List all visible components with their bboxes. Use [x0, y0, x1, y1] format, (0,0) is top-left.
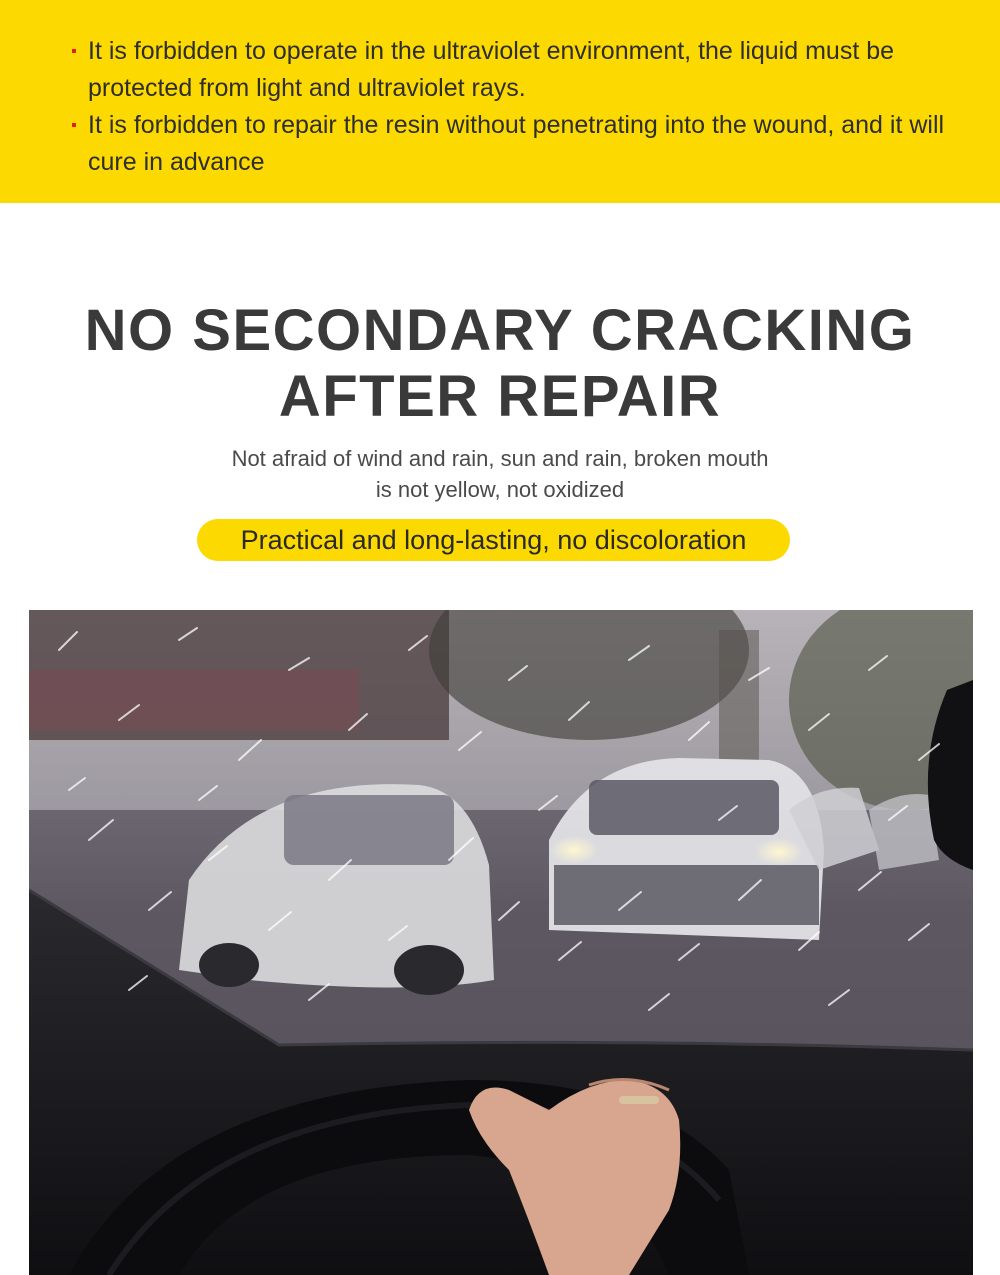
headline-line-1: NO SECONDARY CRACKING — [84, 298, 916, 363]
notice-banner — [0, 0, 1000, 203]
highlight-badge: Practical and long-lasting, no discoloration — [197, 519, 790, 561]
page-title — [0, 298, 1000, 430]
notice-text: It is forbidden to repair the resin without penetrating into the wound, and it will cure in advance — [88, 111, 945, 176]
subtitle-line-1: Not afraid of wind and rain, sun and rain, broken mouth — [231, 446, 769, 471]
subtitle-line-2: is not yellow, not oxidized — [375, 477, 625, 502]
bullet-icon — [72, 49, 76, 53]
headline-line-2: AFTER REPAIR — [278, 364, 722, 429]
notice-item — [72, 33, 960, 107]
subtitle — [0, 443, 1000, 505]
notice-text: It is forbidden to operate in the ultraviolet environment, the liquid must be protected from light and ultraviolet rays. — [88, 37, 895, 102]
rainy-windshield-driving-photo — [29, 610, 973, 1275]
bullet-icon — [72, 123, 76, 127]
notice-item — [72, 107, 960, 181]
